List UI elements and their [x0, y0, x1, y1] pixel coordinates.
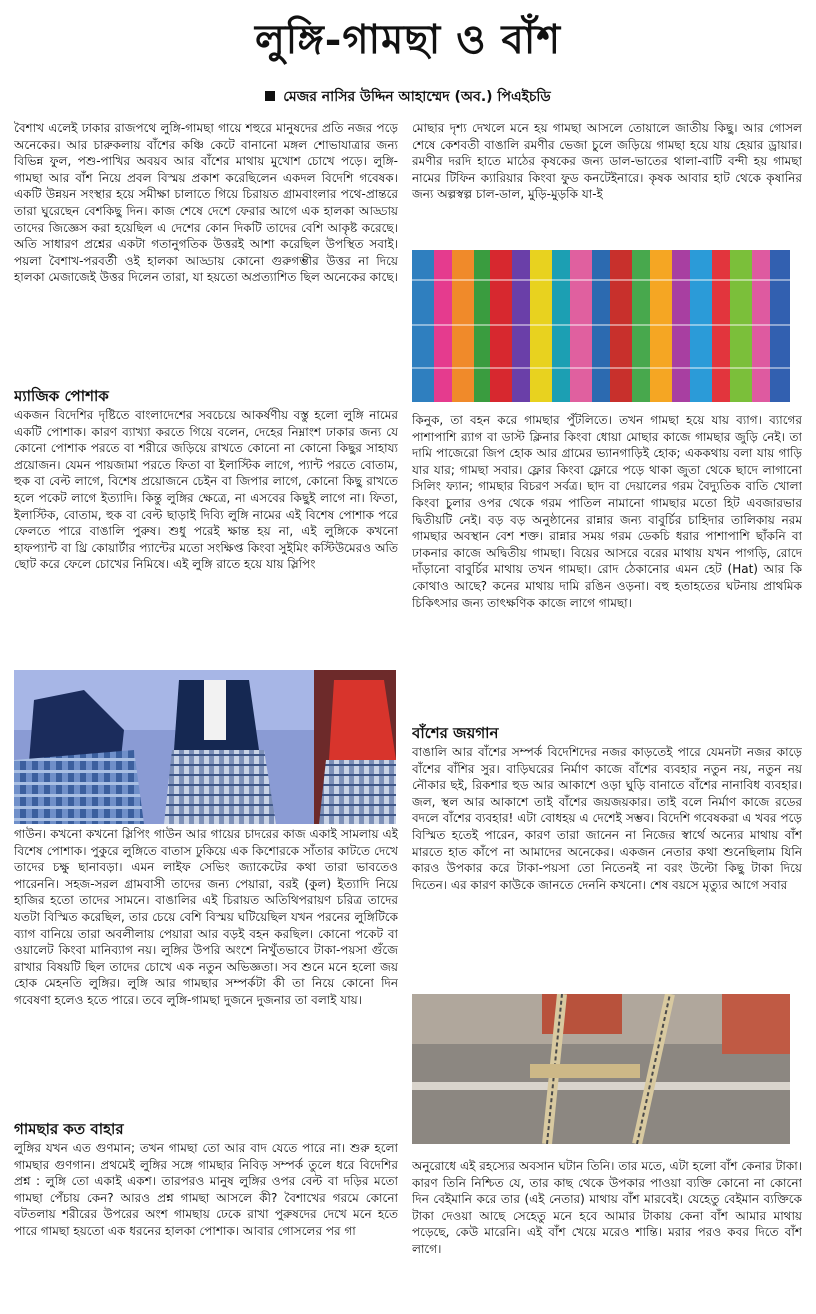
paragraph: গাউন। কখনো কখনো স্লিপিং গাউন আর গায়ের চাদরের কাজ একাই সামলায় এই বিশেষ পোশাক। পুকুরে লুঙ্গিতে বাতাস ঢুকিয়ে এক কিশোরকে সাঁতার কাটতে দেখে তাদের চক্ষু ছানাবড়া। এমন লাইফ সেভিং জ্যাকেটের কথা তারা ভাবতেও পারেননি। সহজ-সরল গ্রামবাসী তাদের জন্য পেয়ারা, বরই (কুল) ইত্যাদি নিয়ে হাজির হতো তাদের সামনে। বাঙালির এই চিরায়ত অতিথিপরায়ণ চরিত্র তাদের যতটা বিস্মিত করেছিল, তার চেয়ে বেশি বিস্ময় ঘটিয়েছিল যখন পরনের লুঙ্গিটিকে ব্যাগ বানিয়ে তারা অবলীলায় পেয়ারা আর বড়ই বহন করছিল। কোনো পকেট বা ওয়ালেট কিংবা মানিব্যাগ নয়। লুঙ্গির উপরি অংশে নিখুঁতভাবে টাকা-পয়সা গুঁজে রাখার বিষয়টি ছিল তাদের চোখে এক নতুন অভিজ্ঞতা। সব শুনে মনে হলো জয় হোক মেহনতি লুঙ্গির। লুঙ্গি আর গামছার সম্পর্কটা কী তা নিয়ে কোনো দিন গবেষণা হলেও হতে পারে। তবে লুঙ্গি-গামছা দুজনে দুজনার তা বলাই যায়।	[14, 827, 398, 1007]
article-title: লুঙ্গি-গামছা ও বাঁশ	[254, 16, 562, 63]
paragraph: কিনুক, তা বহন করে গামছার পুঁটলিতে। তখন গামছা হয়ে যায় ব্যাগ। ব্যাগের পাশাপাশি র‍্যাগ বা ডাস্ট ক্লিনার কিংবা ধোয়া মোছার কাজে গামছার জুড়ি নেই। তা দামি পাজেরো জিপ হোক আর গ্রামের ভ্যানগাড়িই হোক; এককথায় বলা যায় গাড়ি যার যার; গামছা সবার। ফ্লোর কিংবা ফ্লোরে পড়ে থাকা জুতা থেকে ছাদে লাগানো সিলিং ফ্যান; গামছার বিচরণ সর্বত্র। ছাদ বা দেয়ালের গরম বৈদ্যুতিক বাতি খোলা কিংবা চুলার ওপর থেকে গরম পাতিল নামানো গামছার মতো হিট এবজারভার দ্বিতীয়টি নেই। বড় বড় অনুষ্ঠানের রান্নার জন্য বাবুর্চির চাহিদার তালিকায় নরম গামছার অবস্থান বেশ শক্ত। রান্নার সময় গরম ডেকচি ধরার পাশাপাশি ছাঁকনি বা ঢাকনার কাজে অদ্বিতীয় গামছা। বিয়ের আসরে বরের মাথায় যখন পাগড়ি, রোদে দাঁড়ানো বাবুর্চির মাথায় তখন গামছা। রোদ ঠেকানোর এমন হেট (Hat) আর কি কোথাও আছে? কনের মাথায় দামি রঙিন ওড়না। বহু হতাহতের ঘটনায় প্রাথমিক চিকিৎসার জন্য তাৎক্ষণিক কাজে লাগে গামছা।	[412, 413, 802, 610]
right-text-block-1	[412, 120, 802, 242]
left-text-block-4	[14, 1118, 398, 1308]
paragraph: একজন বিদেশির দৃষ্টিতে বাংলাদেশের সবচেয়ে আকর্ষণীয় বস্তু হলো লুঙ্গি নামের একটি পোশাক। কারণ ব্যাখ্যা করতে গিয়ে বলেন, দেহের নিম্নাংশ ঢাকার জন্য যে কোনো পোশাক পরতে বা শরীরে জড়িয়ে রাখতে কোনো না কোনো কিছুর সাহায্য প্রয়োজন। যেমন পায়জামা পরতে ফিতা বা ইলাস্টিক লাগে, প্যান্ট পরতে বোতাম, হুক বা বেল্ট লাগে, বিশেষ প্রয়োজনে চেইন বা জিপার লাগে, কোনো কিছু রাখতে হলে পকেট লাগে ইত্যাদি। কিন্তু লুঙ্গির ক্ষেত্রে, না এসবের কিছুই লাগে না। ফিতা, ইলাস্টিক, বোতাম, হুক বা বেল্ট ছাড়াই দিব্যি লুঙ্গি নামের এই বিশেষ পোশাক পরে ফেলতে পারে বাঙালি পুরুষ। শুধু পরেই ক্ষান্ত হয় না, এই লুঙ্গিকে কখনো হাফপ্যান্ট বা থ্রি কোয়ার্টার প্যান্টের মতো সংক্ষিপ্ত কিংবা সুইমিং কস্টিউমেরও অতি ছোট করে ফেলে চোখের নিমিষে। এই লুঙ্গি রাতে হয়ে যায় স্লিপিং	[14, 408, 398, 572]
section-heading: ম্যাজিক পোশাক	[14, 387, 109, 405]
paragraph: লুঙ্গির যখন এত গুণমান; তখন গামছা তো আর বাদ যেতে পারে না। শুরু হলো গামছার গুণগান। প্রথমেই লুঙ্গির সঙ্গে গামছার নিবিড় সম্পর্ক তুলে ধরে বিদেশির প্রশ্ন : লুঙ্গি তো একাই একশ। তারপরও মানুষ লুঙ্গির ওপর বেল্ট বা দড়ির মতো গামছা পেঁচায় কেন? আরও প্রশ্ন গামছা আসলে কী? বৈশাখের গরমে কোনো বটতলায় শরীরের উপরের অংশ গামছায় ঢেকে রাখা পুরুষদের দেখে মনে হতে পারে গামছা হয়তো এক ধরনের হালকা পোশাক। আবার গোসলের পর গা	[14, 1141, 398, 1238]
right-text-block-3	[412, 722, 802, 984]
section-heading: বাঁশের জয়গান	[412, 724, 499, 742]
left-text-block-3	[14, 826, 398, 1118]
paragraph: মোছার দৃশ্য দেখলে মনে হয় গামছা আসলে তোয়ালে জাতীয় কিছু। আর গোসল শেষে কেশবতী বাঙালি রমণীর ভেজা চুলে জড়িয়ে গামছা হয়ে যায় হেয়ার ড্রায়ার। রমণীর দরদি হাতে মাঠের কৃষকের জন্য ডাল-ভাতের থালা-বাটি বন্দী হয় গামছা নামের টিফিন ক্যারিয়ার কিংবা ফুড কনটেইনারে। কৃষক আবার হাট থেকে কৃষানির জন্য অল্পস্বল্প চাল-ডাল, মুড়ি-মুড়কি যা-ই	[412, 121, 802, 202]
lungi-fashion-photo	[14, 670, 396, 824]
bamboo-construction-photo	[412, 994, 790, 1144]
bullet-square-icon	[265, 91, 275, 101]
paragraph: বাঙালি আর বাঁশের সম্পর্ক বিদেশিদের নজর কাড়তেই পারে যেমনটা নজর কাড়ে বাঁশের বাঁশির সুর। বাড়িঘরের নির্মাণ কাজে বাঁশের ব্যবহার নতুন নয়, নতুন নয় নৌকার ছই, রিকশার হুড আর আকাশে ওড়া ঘুড়ি বানাতে বাঁশের নানাবিধ ব্যবহার। জল, স্থল আর আকাশে তাই বাঁশের জয়জয়কার। তাই বলে নির্মাণ কাজে রডের বদলে বাঁশের ব্যবহার! এটা বোধহয় এ দেশেই সম্ভব। বিদেশি গবেষকরা এ খবর পড়ে বিস্মিত হতেই পারেন, কারণ তারা জানেন না নিজের স্বার্থে অন্যের মাথায় বাঁশ মারতে হাত কাঁপে না আমাদের অনেকের। একজন নেতার কথা শুনেছিলাম যিনি কারও উপকার করে টাকা-পয়সা তো নিতেনই না বরং উল্টো কিছু টাকা দিয়ে দিতেন। এর কারণ কাউকে জানতে দেননি কখনো। শেষ বয়সে মৃত্যুর আগে সবার	[412, 745, 802, 892]
author-name: মেজর নাসির উদ্দিন আহাম্মেদ (অব.) পিএইচডি	[283, 89, 551, 105]
byline	[0, 86, 816, 108]
left-text-block-2	[14, 385, 398, 668]
paragraph: অনুরোধে এই রহস্যের অবসান ঘটান তিনি। তার মতে, এটা হলো বাঁশ কেনার টাকা। কারণ তিনি নিশ্চিত যে, তার কাছ থেকে উপকার পাওয়া ব্যক্তি কোনো না কোনো দিন বেইমানি করে তার (এই নেতার) মাথায় বাঁশ মারবেই। যেহেতু বেইমান ব্যক্তিকে টাকা দেওয়া আছে সেহেতু মনে হবে আমার টাকায় কেনা বাঁশ আমার মাথায় পড়েছে, কেউ মারেনি। এই বাঁশ খেয়ে মরেও শান্তি। মরার পরও কবর দিতে বাঁশ লাগে।	[412, 1159, 802, 1256]
right-text-block-2	[412, 412, 802, 720]
gamcha-towels-photo	[412, 250, 790, 402]
section-heading: গামছার কত বাহার	[14, 1120, 124, 1138]
right-text-block-4	[412, 1158, 802, 1308]
paragraph: বৈশাখ এলেই ঢাকার রাজপথে লুঙ্গি-গামছা গায়ে শহুরে মানুষদের প্রতি নজর পড়ে অনেকের। আর চারুকলায় বাঁশের কঞ্চি কেটে বানানো মঙ্গল শোভাযাত্রার জন্য বিভিন্ন ফুল, পশু-পাখির অবয়ব আর বাঁশের মাথায় মুখোশ চোখে পড়ে। লুঙ্গি-গামছা আর বাঁশ নিয়ে প্রবল বিস্ময় প্রকাশ করেছিলেন একদল বিদেশি গবেষক। একটি উন্নয়ন সংস্থার হয়ে সমীক্ষা চালাতে গিয়ে চিরায়ত গ্রামবাংলার পথে-প্রান্তরে তারা ঘুরেছেন বেশকিছু দিন। কাজ শেষে দেশে ফেরার আগে এক হালকা আড্ডায় তাদের জিজ্ঞেস করা হয়েছিল এ দেশের কোন দিকটি তাদের বেশি আকৃষ্ট করেছে। অতি সাধারণ প্রশ্নের একটা গতানুগতিক উত্তরই আশা করেছিল উপস্থিত সবাই। পয়লা বৈশাখ-পরবর্তী ওই হালকা আড্ডায় কোনো গুরুগম্ভীর উত্তর না দিয়ে হালকা মেজাজেই উত্তর দিলেন তারা, যা হয়তো অপ্রত্যাশিত ছিল অনেকের কাছে।	[14, 121, 398, 285]
left-text-block-1	[14, 120, 398, 385]
